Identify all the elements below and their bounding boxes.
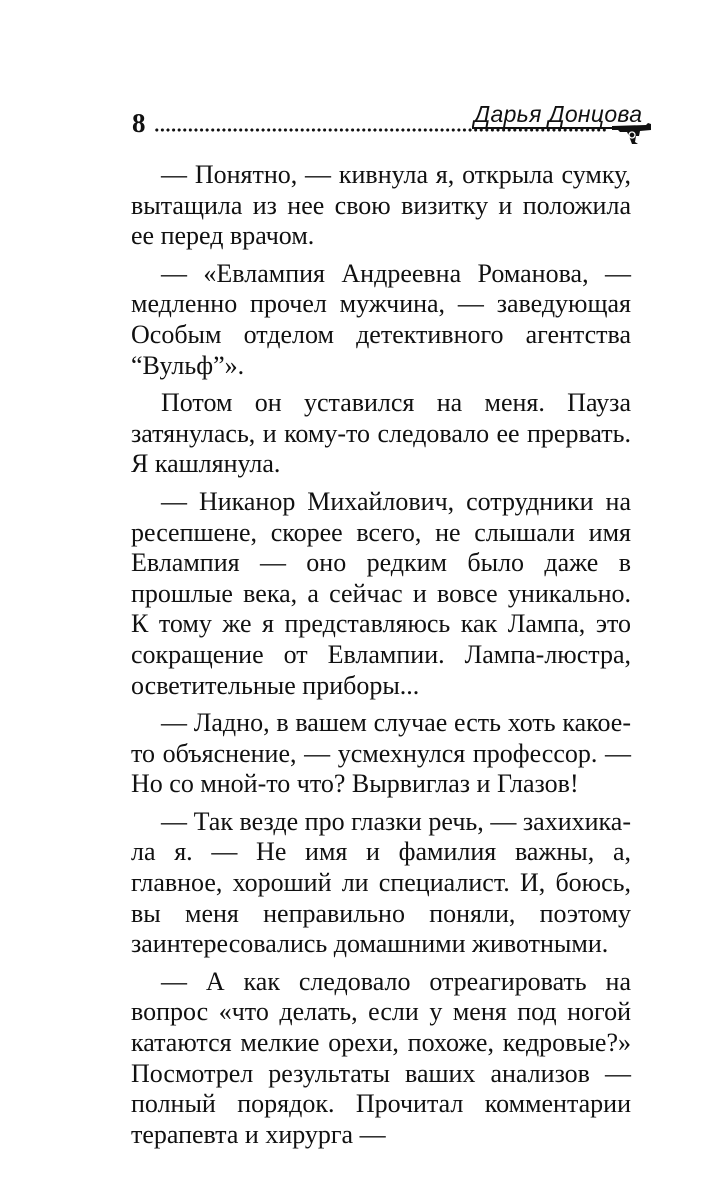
paragraph: — Никанор Михайлович, сотрудники на ресепшене, скорее всего, не слышали имя Евлампия — оно редким было даже в прошлые века, а сейчас и вовсе уникально. К тому же я представляюсь как Лампа, это сокращение от Евлампии. Лампа-люстра, осветительные приборы... <box>131 486 631 700</box>
paragraph: — Так везде про глазки речь, — захихикала я. — Не имя и фамилия важны, а, главное, хороший ли специалист. И, боюсь, вы меня неправильно поняли, поэтому заинтересовались домашними животными. <box>131 806 631 959</box>
paragraph: — А как следовало отреагировать на вопрос «что делать, если у меня под ногой катаются мелкие орехи, похоже, кедровые?» Посмотрел результаты ваших анализов — полный порядок. Прочитал комментарии терапевта и хирурга — <box>131 966 631 1149</box>
paragraph: — Понятно, — кивнула я, открыла сумку, вытащила из нее свою визитку и положила ее перед врачом. <box>131 160 631 251</box>
pistol-icon <box>610 122 654 146</box>
page-number: 8 <box>132 108 146 138</box>
paragraph: — «Евлампия Андреевна Романова, — медленно прочел мужчина, — заведующая Особым отделом детективного агентства “Вульф”». <box>131 258 631 380</box>
text-body <box>131 160 631 1157</box>
author-name: Дарья Донцова <box>474 101 643 127</box>
running-header <box>132 100 652 144</box>
paragraph: — Ладно, в вашем случае есть хоть какое-то объяснение, — усмехнулся профессор. — Но со мной-то что? Вырвиглаз и Глазов! <box>131 708 631 799</box>
paragraph: Потом он уставился на меня. Пауза затянулась, и кому-то следовало ее прервать. Я кашлянула. <box>131 388 631 479</box>
author-underline <box>472 127 624 129</box>
